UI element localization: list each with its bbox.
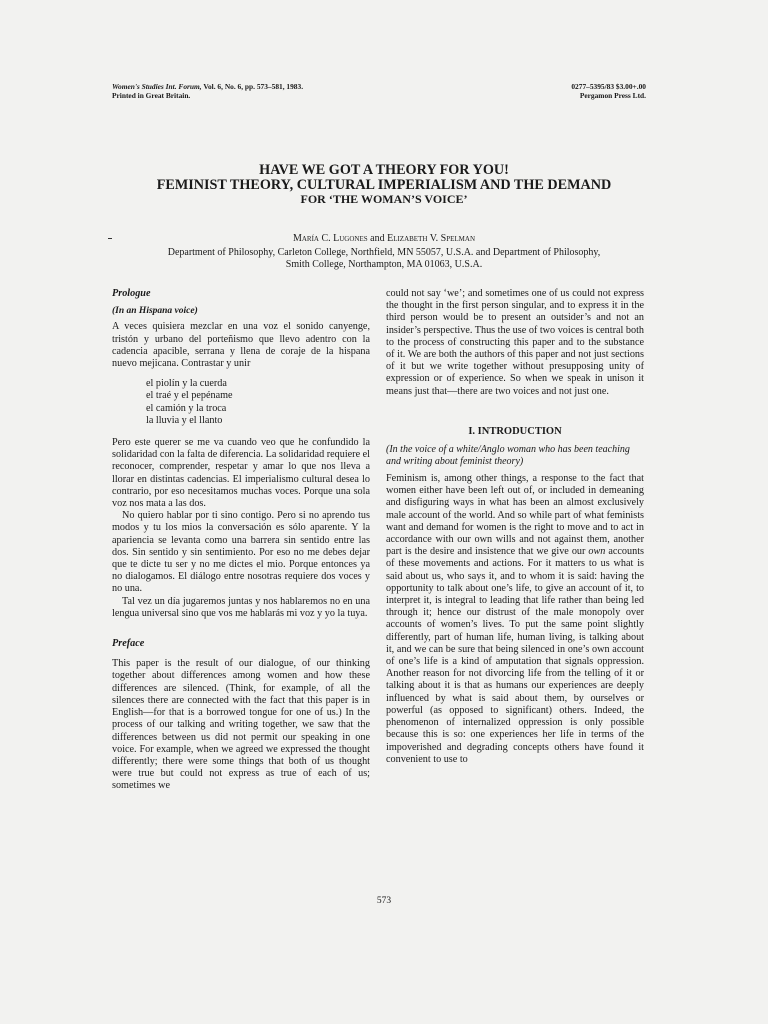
preface-continued: could not say ‘we’; and sometimes one of us could not express the thought in the first person singular, and to express it in the third person would be to present an outsider’s and not an insider’s perspective. Thus the use of two voices is central both to the process of constructing this paper and to the substance of it. We are both the authors of this paper and not just sections of it but we write together without presupposing unity of expression or of experience. So when we speak in unison it means just that—there are two voices and not just one.	[386, 288, 644, 397]
prologue-heading: Prologue	[112, 288, 151, 299]
intro-text-b: accounts of these movements and actions. For it matters to us what is said about us, who says it, and to whom it is said: having the opportunity to talk about one’s life, to give an account of it, to interpret it, is integral to leading that life rather than being led through it; hence our distrust of the male monopoly over accounts of women’s lives. To put the same point slightly differently, part of human life, human living, is talking about it, and we can be sure that being silenced in one’s own account of one’s life is a kind of amputation that signals oppression. Another reason for not divorcing life from the telling of it or talking about it is that as humans our experiences are deeply influenced by what is said about them, by ourselves or powerful (as opposed to significant) others. Indeed, the phenomenon of internalized oppression is only possible because this is so: one experiences her life in terms of the impoverished and degrading concepts others have found it convenient to use to	[386, 546, 644, 765]
affiliations	[112, 247, 656, 270]
journal-citation	[112, 82, 303, 100]
introduction-voice-note: (In the voice of a white/Anglo woman who has been teaching and writing about feminist theory)	[386, 444, 630, 467]
left-column	[112, 288, 370, 793]
right-column	[386, 288, 644, 766]
author-line	[112, 233, 656, 245]
publisher-info	[571, 82, 646, 100]
journal-name: Women's Studies Int. Forum,	[112, 82, 202, 91]
prologue-paragraph-2: Pero este querer se me va cuando veo que he confundido la solidaridad con la falta de diferencia. La solidaridad requiere el reconocer, comprender, respetar y amar lo que nos lleva a llorar en distintas cadencias. El imperialismo cultural desea lo contrario, por eso necesitamos muchas voces. Porque una sola voz nos mata a las dos.	[112, 437, 370, 510]
title-line-1: HAVE WE GOT A THEORY FOR YOU!	[259, 162, 509, 178]
section-heading-introduction: I. INTRODUCTION	[468, 425, 562, 437]
title-line-2: FEMINIST THEORY, CULTURAL IMPERIALISM AND THE DEMAND	[156, 177, 612, 193]
prologue-paragraph-3: No quiero hablar por ti sino contigo. Pero si no aprendo tus modos y tu los mios la conversación es sólo aparente. Y la apariencia se levanta como una barrera sin sentido entre las dos. Sin sentido y sin sentimiento. Por eso no me debes dejar que te dicte tu ser y no me dictes el mio. Porque entonces ya no dialogamos. El diálogo entre nosotras requiere dos voces y no una.	[112, 510, 370, 595]
author-1: María C. Lugones	[292, 233, 368, 244]
title-line-3: FOR ‘THE WOMAN’S VOICE’	[300, 192, 468, 206]
page-number: 573	[376, 896, 392, 906]
prologue-paragraph-1: A veces quisiera mezclar en una voz el sonido canyenge, tristón y urbano del porteñismo que llevo adentro con la cadencia apacible, serrana y llena de coraje de la hispana nuevo mejicana. Contrastar y unir	[112, 321, 370, 370]
poem-line: el camión y la troca	[146, 402, 227, 414]
affiliation-line-1: Department of Philosophy, Carleton College, Northfield, MN 55057, U.S.A. and Department of Philosophy,	[167, 247, 601, 258]
author-conjunction: and	[367, 233, 388, 244]
paper-title	[112, 163, 656, 206]
author-2: Elizabeth V. Spelman	[387, 233, 476, 244]
intro-emphasis: own	[588, 546, 606, 558]
prologue-subheading: (In an Hispana voice)	[112, 306, 198, 317]
prologue-poem	[112, 378, 370, 427]
price-code: 0277–5395/83 $3.00+.00	[571, 82, 646, 91]
prologue-paragraph-4: Tal vez un día jugaremos juntas y nos hablaremos no en una lengua universal sino que vos me hablarás mi voz y yo la tuya.	[112, 595, 370, 619]
introduction-paragraph	[386, 473, 644, 766]
preface-heading: Preface	[112, 638, 145, 650]
journal-volume: Vol. 6, No. 6, pp. 573–581, 1983.	[201, 82, 304, 91]
poem-line: el traé y el pepéname	[146, 390, 233, 402]
publisher-name: Pergamon Press Ltd.	[579, 91, 646, 100]
intro-text-a: Feminism is, among other things, a response to the fact that women either have been left out of, or included in demeaning and disfiguring ways in what has been an almost exclusively male account of the world. And so while part of what feminists want and demand for women is the right to move and to act in accordance with our own wills and not against them, another part is the desire and insistence that we give our	[386, 473, 644, 558]
poem-line: el piolín y la cuerda	[146, 378, 227, 390]
poem-line: la lluvia y el llanto	[146, 414, 223, 426]
preface-paragraph: This paper is the result of our dialogue, of our thinking together about differences among women and how these differences are silenced. (Think, for example, of all the silences there are connected with the fact that this paper is in English—for that is a borrowed tongue for one of us.) In the process of our talking and writing together, we saw that the differences between us did not permit our speaking in one voice. For example, when we agreed we expressed the thought differently; there were some things that both of us thought were true but could not express as true of each of us; sometimes we	[112, 658, 370, 792]
printed-note: Printed in Great Britain.	[112, 91, 191, 100]
affiliation-line-2: Smith College, Northampton, MA 01063, U.S.A.	[285, 258, 483, 270]
